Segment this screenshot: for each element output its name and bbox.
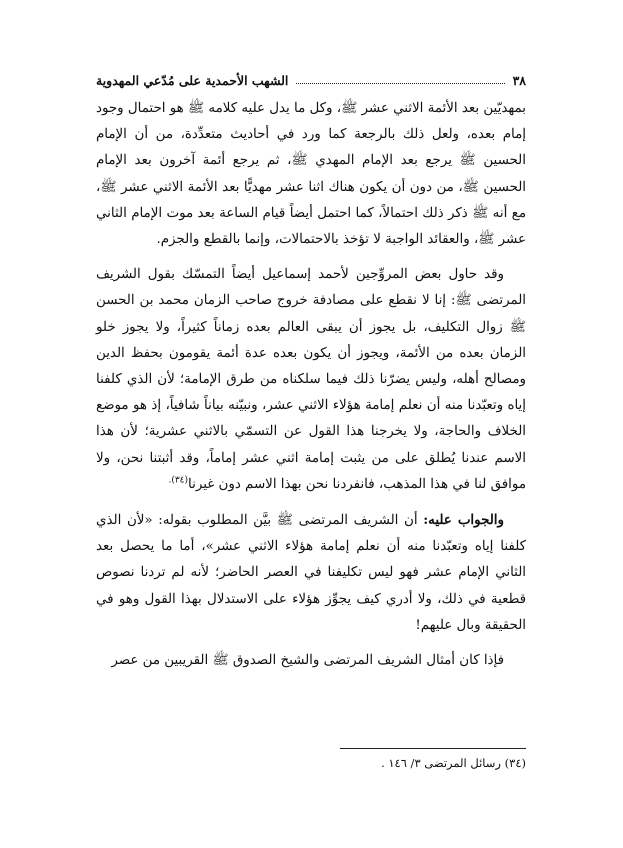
footnote-reference: (٣٤). (168, 475, 189, 486)
paragraph-2 (96, 262, 526, 498)
page-body (96, 96, 526, 683)
footnote-separator (340, 748, 526, 749)
paragraph-1-text: بمهديّين بعد الأئمة الاثني عشر ﷺ، وكل ما يدل عليه كلامه ﷺ هو احتمال وجود إمام بعده، ولعل ذلك بالرجعة كما ورد في أحاديث متعدِّدة، من أن الإمام الحسين ﷺ يرجع بعد الإمام المهدي ﷺ، ثم يرجع أئمة آخرون بعد الإمام الحسين ﷺ، من دون أن يكون هناك اثنا عشر مهديًّا بعد الأئمة الاثني عشر ﷺ، مع أنه ﷺ ذكر ذلك احتمالاً، كما احتمل أيضاً قيام الساعة بعد موت الإمام الثاني عشر ﷺ، والعقائد الواجبة لا تؤخذ بالاحتمالات، وإنما بالقطع والجزم. (96, 101, 526, 248)
paragraph-3-text: أن الشريف المرتضى ﷺ بيَّن المطلوب بقوله: «لأن الذي كلفنا إياه وتعبّدنا منه أن نعلم إمامة هؤلاء الاثني عشر»، أما ما يحصل بعد الثاني الإمام عشر فهو ليس تكليفنا في العصر الحاضر؛ لأنه لم تردنا نصوص قطعية في ذلك، ولا أدري كيف يجوِّز هؤلاء على الاستدلال بهذا القول وهو في الحقيقة وبال عليهم! (96, 513, 526, 633)
header-dotted-leader (296, 82, 504, 84)
footnote: (٣٤) رسائل المرتضى ٣/ ١٤٦ . (381, 756, 526, 770)
paragraph-2-text: وقد حاول بعض المروِّجين لأحمد إسماعيل أيضاً التمسّك بقول الشريف المرتضى ﷺ: إنا لا نقطع على مصادفة خروج صاحب الزمان محمد بن الحسن ﷺ زوال التكليف، بل يجوز أن يبقى العالم بعده زماناً كثيراً، ولا يجوز خلو الزمان بعده من الأئمة، ويجوز أن يكون بعده عدة أئمة يقومون بحفظ الدين ومصالح أهله، وليس يضرّنا ذلك فيما سلكناه من طرق الإمامة؛ لأن الذي كلفنا إياه وتعبّدنا منه أن نعلم إمامة هؤلاء الاثني عشر، ونبيّنه بياناً شافياً، إذ هو موضع الخلاف والحاجة، ولا يخرجنا هذا القول عن التسمّي بالاثني عشرية؛ لأن هذا الاسم عندنا يُطلق على من يثبت إمامة اثني عشر إماماً، وقد أثبتنا نحن، ولا موافق لنا في هذا المذهب، فانفردنا نحن بهذا الاسم دون غيرنا (96, 267, 526, 492)
page-number: ٣٨ (512, 73, 526, 88)
paragraph-4-text: فإذا كان أمثال الشريف المرتضى والشيخ الصدوق ﷺ القريبين من عصر (111, 653, 504, 669)
paragraph-1 (96, 96, 526, 253)
paragraph-4 (96, 648, 526, 674)
paragraph-3 (96, 507, 526, 639)
running-title: الشهب الأحمدية على مُدّعي المهدوية (96, 73, 289, 88)
answer-lead: والجواب عليه: (423, 512, 504, 529)
running-header (96, 68, 526, 88)
